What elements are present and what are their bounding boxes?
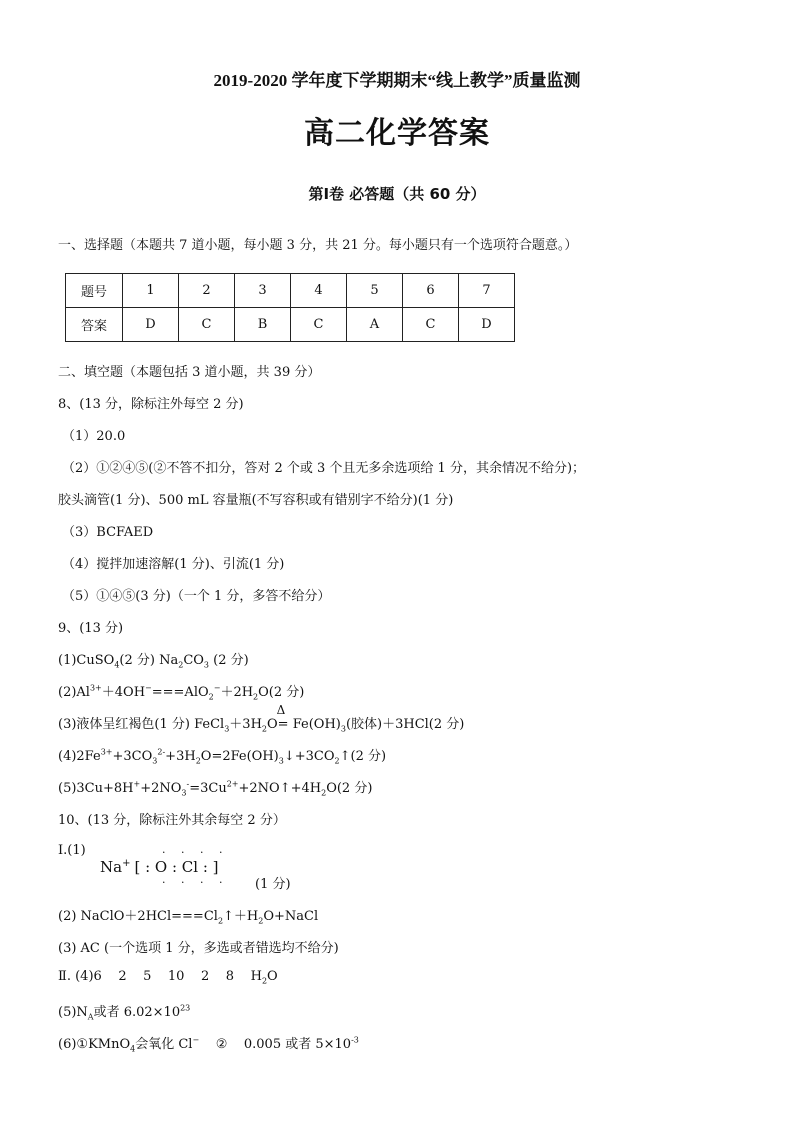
table-row-questions bbox=[66, 274, 515, 308]
table-header-cell: 答案 bbox=[66, 308, 123, 342]
q9-p3-text: ＋3H bbox=[229, 717, 262, 732]
q10-part3: (3) AC (一个选项 1 分，多选或者错选均不给分) bbox=[58, 941, 339, 956]
subscript: 2 bbox=[261, 724, 267, 734]
subscript: 3 bbox=[203, 660, 210, 670]
q10-part4 bbox=[58, 969, 278, 984]
lewis-score: (1 分) bbox=[255, 877, 291, 892]
q9-p2-text: ===AlO bbox=[151, 685, 209, 700]
superscript: - bbox=[186, 779, 190, 789]
table-cell: 6 bbox=[403, 274, 459, 308]
q9-p1-text: (2 分) Na bbox=[119, 653, 179, 668]
subscript: 3 bbox=[181, 788, 187, 798]
q9-p2-text: (2)Al bbox=[58, 685, 90, 700]
table-cell: C bbox=[291, 308, 347, 342]
subscript: 2 bbox=[217, 916, 224, 926]
q10-p2-text: ↑＋H bbox=[223, 909, 259, 924]
superscript: 3+ bbox=[89, 683, 102, 693]
q9-p2-text: ＋2H bbox=[220, 685, 254, 700]
table-cell: 2 bbox=[179, 274, 235, 308]
subscript: 2 bbox=[178, 660, 184, 670]
subscript: 2 bbox=[261, 976, 268, 986]
lewis-dots-top: · · · · bbox=[162, 846, 229, 859]
table-cell: 7 bbox=[459, 274, 515, 308]
table-cell: 5 bbox=[347, 274, 403, 308]
q9-p4-text: ↓+3CO bbox=[283, 749, 335, 764]
q10-part2 bbox=[58, 905, 318, 924]
table-cell: B bbox=[235, 308, 291, 342]
answer-title: 高二化学答案 bbox=[304, 116, 490, 151]
subscript: 2 bbox=[334, 756, 340, 766]
answer-table bbox=[65, 273, 515, 342]
subscript: 2 bbox=[195, 756, 201, 766]
lewis-dots-bottom: · · · · bbox=[162, 876, 229, 889]
q9-part5 bbox=[58, 777, 372, 796]
q10-p2-text: (2) NaClO＋2HCl===Cl bbox=[58, 909, 218, 924]
superscript: + bbox=[133, 779, 141, 789]
q9-part3 bbox=[58, 703, 465, 734]
q9-p4-text: ↑(2 分) bbox=[339, 749, 387, 764]
hypochlorite-bracket: [ : O : Cl : ] bbox=[134, 858, 219, 876]
table-cell: C bbox=[179, 308, 235, 342]
superscript: − bbox=[213, 683, 221, 693]
q9-p3-text: Fe(OH) bbox=[288, 717, 341, 732]
superscript: -3 bbox=[351, 1035, 359, 1045]
q10-p4-text: Ⅱ. (4)6 2 5 10 2 8 H bbox=[58, 969, 262, 984]
table-cell: D bbox=[459, 308, 515, 342]
subscript: 4 bbox=[130, 1044, 136, 1054]
subscript: A bbox=[87, 1012, 94, 1022]
table-row-answers bbox=[66, 308, 515, 342]
subscript: 2 bbox=[208, 692, 214, 702]
q8-part3: （3）BCFAED bbox=[62, 525, 154, 540]
q9-p5-text: +2NO bbox=[140, 781, 182, 796]
q10-p5-text: (5)N bbox=[58, 1005, 88, 1020]
q9-p4-text: +3H bbox=[165, 749, 196, 764]
q10-p6-text: 会氧化 Cl bbox=[135, 1037, 193, 1052]
superscript: − bbox=[145, 683, 152, 693]
q8-part2: （2）①②④⑤(②不答不扣分，答对 2 个或 3 个且无多余选项给 1 分，其余情况不给分)； bbox=[62, 461, 586, 476]
q8-part5: （5）①④⑤(3 分)（一个 1 分，多答不给分） bbox=[62, 589, 331, 604]
q9-p3-text: (3)液体呈红褐色(1 分) FeCl bbox=[58, 717, 225, 732]
superscript: 2- bbox=[157, 747, 166, 757]
q9-p1-text: (1)CuSO bbox=[58, 653, 115, 668]
delta-symbol: Δ bbox=[276, 703, 286, 717]
q10-p6-text: ② 0.005 或者 5×10 bbox=[199, 1037, 352, 1052]
superscript: 23 bbox=[180, 1003, 191, 1013]
lewis-formula bbox=[100, 858, 219, 876]
subscript: 3 bbox=[152, 756, 158, 766]
superscript: + bbox=[122, 858, 131, 869]
table-cell: 3 bbox=[235, 274, 291, 308]
q10-p2-text: O+NaCl bbox=[263, 909, 319, 924]
equals-sign: = bbox=[277, 717, 289, 732]
q10-part1-label: Ⅰ.(1) bbox=[58, 843, 86, 858]
section2-intro: 二、填空题（本题包括 3 道小题，共 39 分） bbox=[58, 365, 321, 380]
table-header-cell: 题号 bbox=[66, 274, 123, 308]
q9-p5-text: (5)3Cu+8H bbox=[58, 781, 134, 796]
q9-p5-text: +2NO↑+4H bbox=[238, 781, 322, 796]
q9-p2-text: ＋4OH bbox=[101, 685, 146, 700]
subscript: 4 bbox=[114, 660, 120, 670]
q10-p6-text: (6)①KMnO bbox=[58, 1037, 131, 1052]
q9-p3-text: O bbox=[267, 717, 278, 732]
q9-p1-text: CO bbox=[183, 653, 204, 668]
subscript: 2 bbox=[253, 692, 259, 702]
superscript: 3+ bbox=[100, 747, 113, 757]
superscript: 2+ bbox=[226, 779, 239, 789]
table-cell: 1 bbox=[123, 274, 179, 308]
subscript: 3 bbox=[278, 756, 284, 766]
q9-part1 bbox=[58, 649, 249, 668]
subscript: 2 bbox=[321, 788, 327, 798]
q10-part6 bbox=[58, 1033, 359, 1052]
q9-p5-text: =3Cu bbox=[189, 781, 227, 796]
q8-part4: （4）搅拌加速溶解(1 分)、引流(1 分) bbox=[62, 557, 285, 572]
superscript: − bbox=[192, 1035, 200, 1045]
q9-p4-text: (4)2Fe bbox=[58, 749, 101, 764]
q9-part2 bbox=[58, 681, 304, 700]
table-cell: C bbox=[403, 308, 459, 342]
subscript: 2 bbox=[258, 916, 264, 926]
part1-title: 第Ⅰ卷 必答题（共 60 分） bbox=[308, 185, 486, 203]
q10-p4-text: O bbox=[267, 969, 278, 984]
q8-part1: （1）20.0 bbox=[62, 429, 126, 444]
q9-title: 9、(13 分) bbox=[58, 621, 124, 636]
exam-title: 2019-2020 学年度下学期期末“线上教学”质量监测 bbox=[213, 71, 581, 90]
q10-title: 10、(13 分，除标注外其余每空 2 分） bbox=[58, 813, 286, 828]
section1-intro: 一、选择题（本题共 7 道小题，每小题 3 分，共 21 分。每小题只有一个选项符合题意。） bbox=[58, 238, 578, 253]
subscript: 3 bbox=[340, 724, 346, 734]
table-cell: D bbox=[123, 308, 179, 342]
q10-p5-text: 或者 6.02×10 bbox=[93, 1005, 181, 1020]
heating-equals-sign bbox=[276, 703, 289, 732]
q8-title: 8、(13 分，除标注外每空 2 分) bbox=[58, 397, 244, 412]
sodium-ion: Na bbox=[100, 858, 123, 876]
q10-part5 bbox=[58, 1001, 190, 1020]
q9-p2-text: O(2 分) bbox=[258, 685, 305, 700]
q9-p4-text: O=2Fe(OH) bbox=[200, 749, 279, 764]
table-cell: A bbox=[347, 308, 403, 342]
table-cell: 4 bbox=[291, 274, 347, 308]
q9-p4-text: +3CO bbox=[112, 749, 153, 764]
subscript: 3 bbox=[224, 724, 230, 734]
q8-part2-continued: 胶头滴管(1 分)、500 mL 容量瓶(不写容积或有错别字不给分)(1 分) bbox=[58, 493, 454, 508]
q9-p1-text: (2 分) bbox=[209, 653, 249, 668]
q9-part4 bbox=[58, 745, 386, 764]
q9-p3-text: (胶体)＋3HCl(2 分) bbox=[345, 717, 465, 732]
q9-p5-text: O(2 分) bbox=[326, 781, 373, 796]
